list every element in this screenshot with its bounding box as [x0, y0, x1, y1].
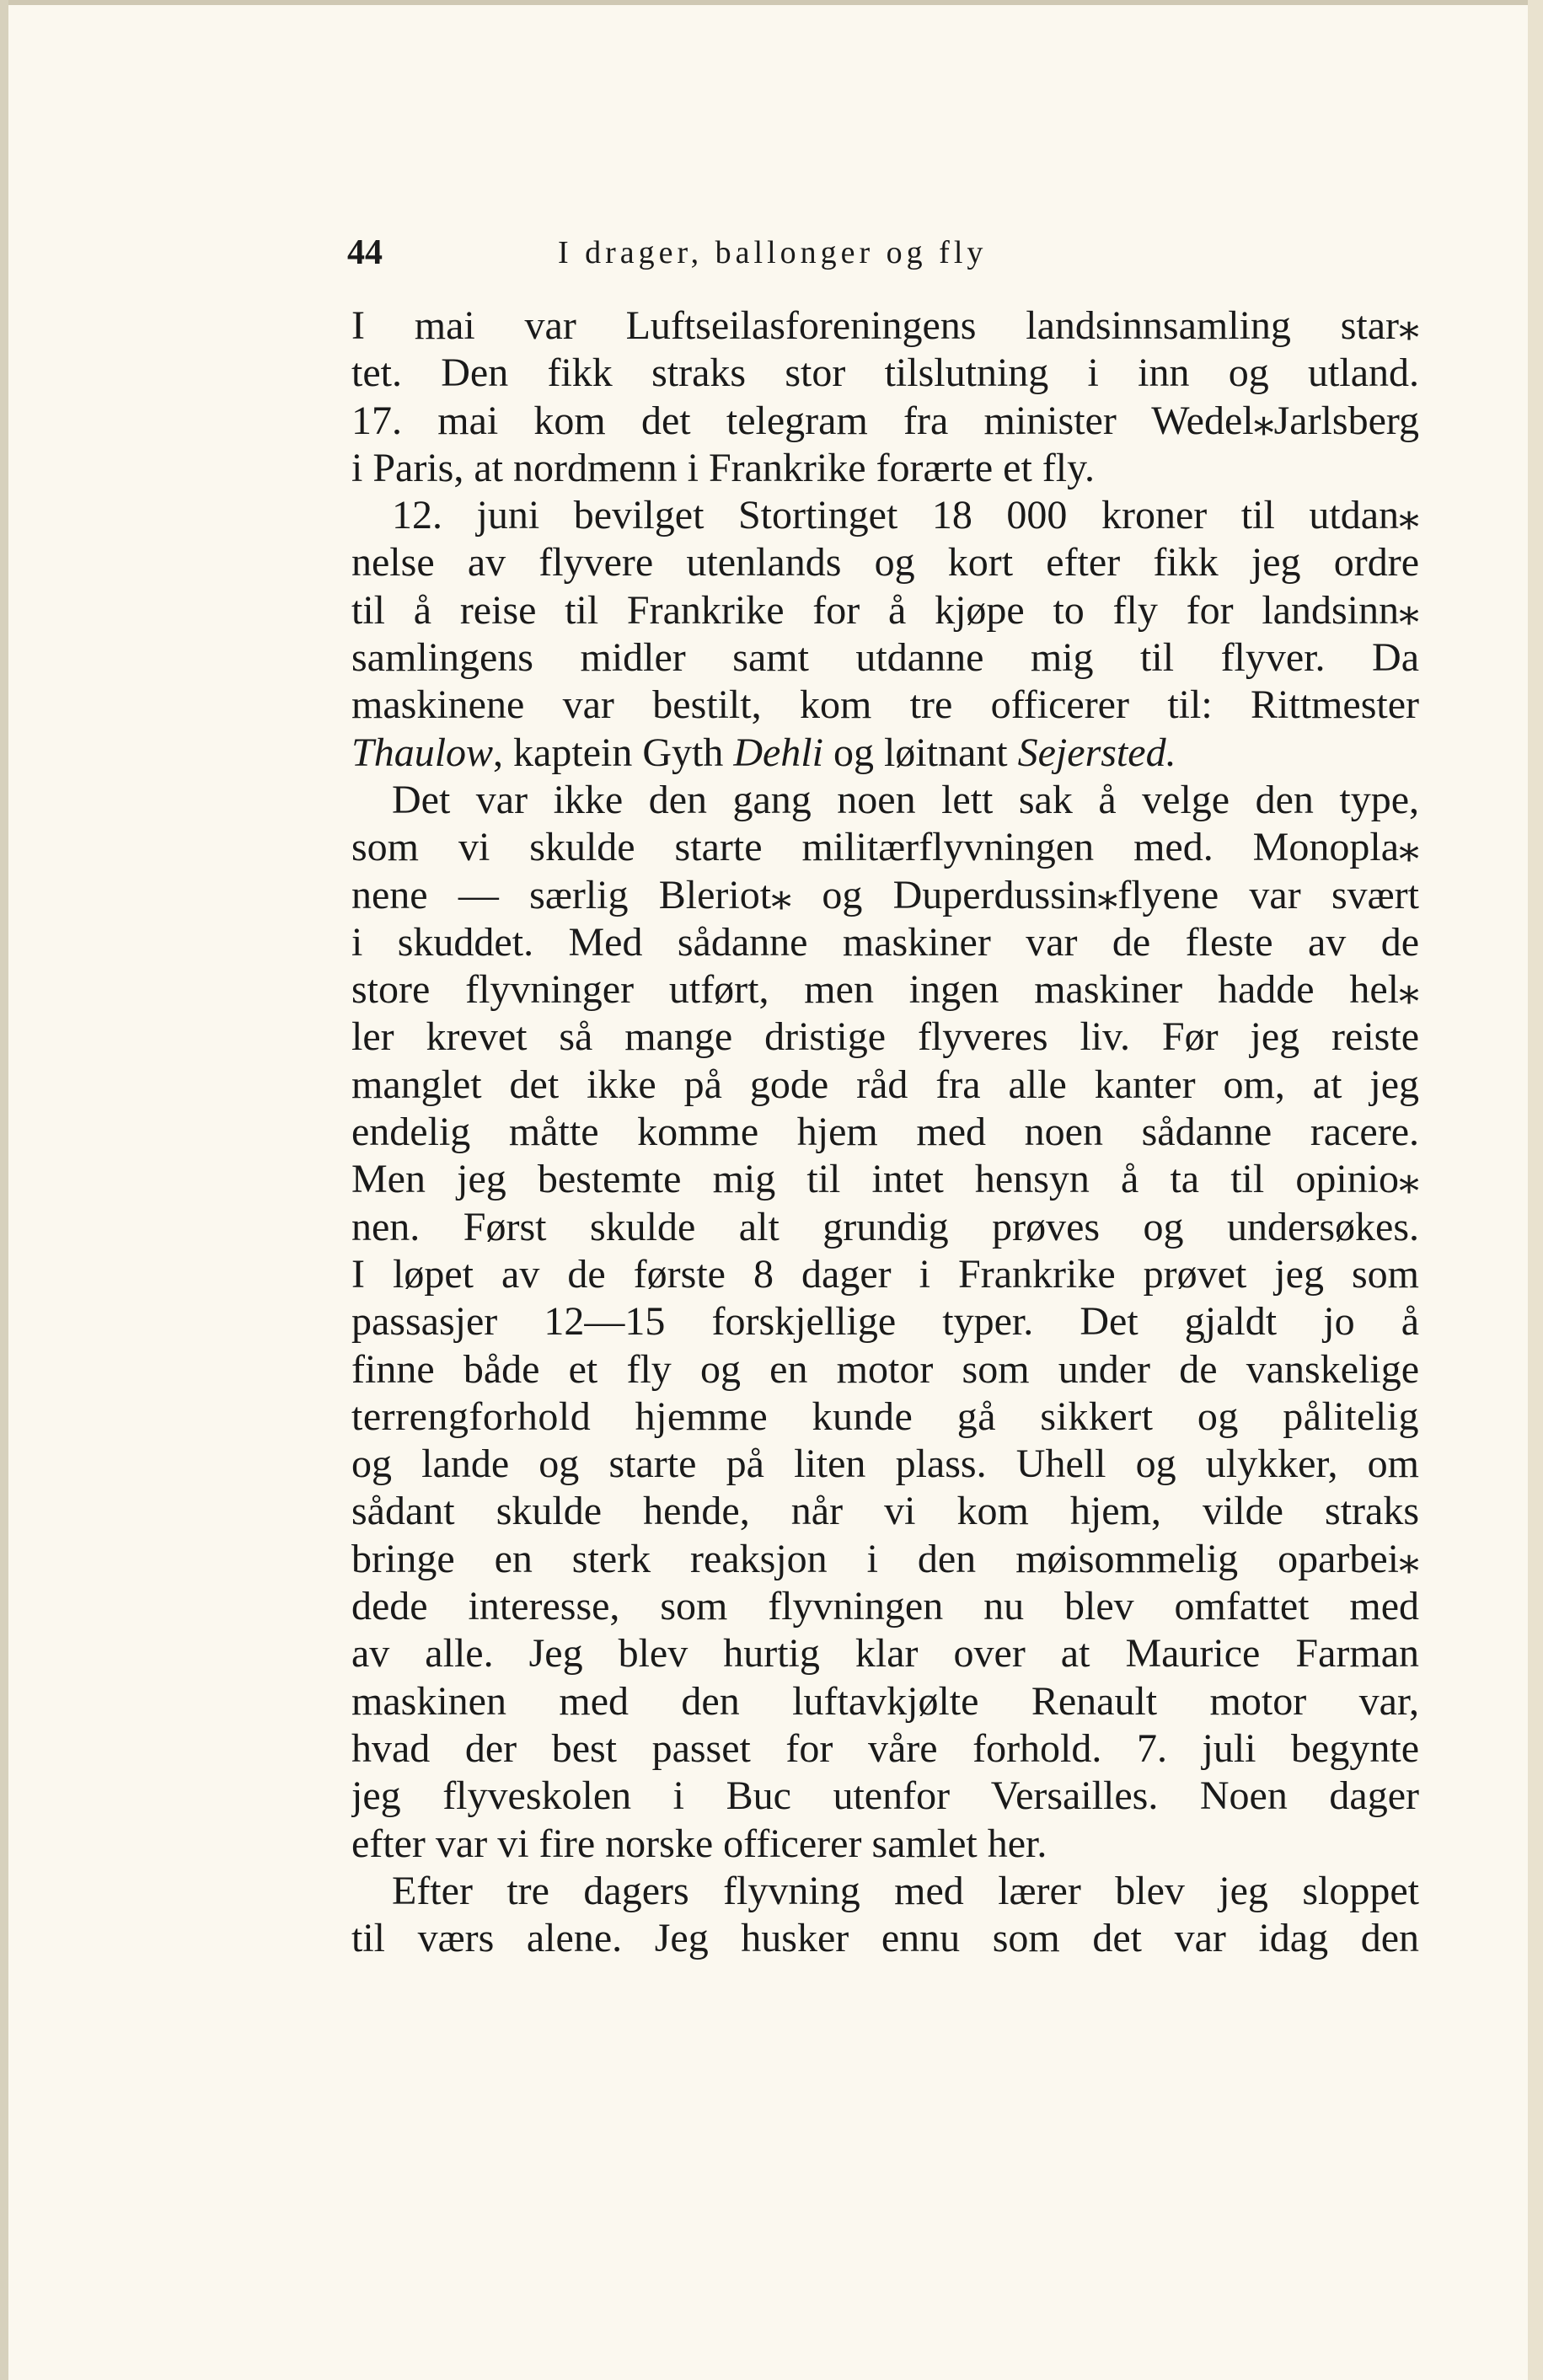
text-run: terrengforhold hjemme kunde gå sikkert og pålitelig: [351, 1393, 1419, 1439]
text-run: som vi skulde starte militærflyvningen med. Monopla⁎: [351, 825, 1419, 870]
text-line: [351, 1630, 1419, 1677]
text-run: nen. Først skulde alt grundig prøves og undersøkes.: [351, 1204, 1419, 1249]
text-line: [351, 966, 1419, 1014]
text-run: store flyvninger utført, men ingen maskiner hadde hel⁎: [351, 967, 1419, 1013]
text-run: manglet det ikke på gode råd fra alle kanter om, at jeg: [351, 1062, 1419, 1107]
text-line: [351, 730, 1419, 777]
text-run: maskinene var bestilt, kom tre officerer til: Rittmester: [351, 682, 1419, 728]
text-run: finne både et fly og en motor som under de vanskelige: [351, 1346, 1419, 1392]
text-run: og lande og starte på liten plass. Uhell og ulykker, om: [351, 1441, 1419, 1487]
text-run: efter var vi fire norske officerer samlet her.: [351, 1821, 1047, 1866]
text-run: Det var ikke den gang noen lett sak å velge den type,: [392, 777, 1419, 822]
text-run: til å reise til Frankrike for å kjøpe to fly for landsinn⁎: [351, 587, 1419, 633]
text-line: [351, 539, 1419, 586]
text-line: [351, 1346, 1419, 1393]
text-line: [351, 1583, 1419, 1630]
text-run: maskinen med den luftavkjølte Renault motor var,: [351, 1678, 1419, 1724]
italic-name: Dehli: [733, 730, 823, 775]
text-run: 17. mai kom det telegram fra minister Wedel⁎Jarlsberg: [351, 398, 1419, 443]
text-line: [351, 302, 1419, 350]
text-run: tet. Den fikk straks stor tilslutning i inn og utland.: [351, 350, 1419, 396]
text-run: I mai var Luftseilasforeningens landsinnsamling star⁎: [351, 303, 1419, 348]
running-head: [347, 227, 1417, 278]
page-number: 44: [347, 233, 383, 272]
text-line: [351, 1062, 1419, 1109]
page-top-edge: [0, 0, 1543, 5]
text-run: ler krevet så mange dristige flyveres liv. Før jeg reiste: [351, 1014, 1419, 1060]
text-run: nelse av flyvere utenlands og kort efter fikk jeg ordre: [351, 540, 1419, 586]
text-run: til værs alene. Jeg husker ennu som det var idag den: [351, 1916, 1419, 1961]
text-line: [351, 1014, 1419, 1061]
text-run: passasjer 12—15 forskjellige typer. Det gjaldt jo å: [351, 1299, 1419, 1345]
text-line: [351, 398, 1419, 445]
text-line: [351, 1156, 1419, 1203]
text-line: [351, 1298, 1419, 1345]
text-line: [351, 1393, 1419, 1441]
text-line: [351, 872, 1419, 919]
text-run: av alle. Jeg blev hurtig klar over at Maurice Farman: [351, 1631, 1419, 1677]
text-line: [351, 1678, 1419, 1725]
text-run: nene — særlig Bleriot⁎ og Duperdussin⁎flyene var svært: [351, 872, 1419, 917]
text-line: [351, 350, 1419, 397]
text-line: [351, 777, 1419, 824]
text-run: samlingens midler samt utdanne mig til flyver. Da: [351, 635, 1419, 681]
text-line: [351, 1109, 1419, 1156]
italic-name: Thaulow: [351, 730, 494, 775]
text-line: [351, 824, 1419, 871]
text-line: [351, 634, 1419, 682]
text-line: [351, 1773, 1419, 1820]
text-run: dede interesse, som flyvningen nu blev omfattet med: [351, 1584, 1419, 1629]
text-run: i Paris, at nordmenn i Frankrike forærte et fly.: [351, 445, 1095, 490]
text-run: endelig måtte komme hjem med noen sådanne racere.: [351, 1110, 1419, 1155]
page-right-edge: [1528, 0, 1543, 2380]
text-run: I løpet av de første 8 dager i Frankrike prøvet jeg som: [351, 1251, 1419, 1297]
italic-name: Sejersted.: [1017, 730, 1176, 775]
text-run: , kaptein Gyth: [493, 730, 734, 775]
text-run: jeg flyveskolen i Buc utenfor Versailles. Noen dager: [351, 1773, 1419, 1819]
text-line: [351, 919, 1419, 966]
text-line: [351, 1488, 1419, 1535]
text-line: [351, 445, 1419, 492]
text-run: hvad der best passet for våre forhold. 7. juli begynte: [351, 1725, 1419, 1771]
body-text: [351, 302, 1419, 1962]
text-run: og løitnant: [822, 730, 1018, 775]
text-line: [351, 1251, 1419, 1298]
running-title: I drager, ballonger og fly: [558, 235, 988, 270]
text-run: Efter tre dagers flyvning med lærer blev jeg sloppet: [392, 1868, 1419, 1913]
text-run: 12. juni bevilget Stortinget 18 000 kroner til utdan⁎: [392, 493, 1419, 538]
text-line: [351, 682, 1419, 729]
page-left-edge: [0, 0, 8, 2380]
text-line: [351, 1536, 1419, 1583]
text-line: [351, 1868, 1419, 1915]
text-line: [351, 1821, 1419, 1868]
text-line: [351, 1204, 1419, 1251]
text-line: [351, 1915, 1419, 1962]
text-run: i skuddet. Med sådanne maskiner var de fleste av de: [351, 919, 1419, 965]
text-line: [351, 587, 1419, 634]
text-run: Men jeg bestemte mig til intet hensyn å ta til opinio⁎: [351, 1157, 1419, 1202]
text-line: [351, 492, 1419, 539]
text-run: bringe en sterk reaksjon i den møisommelig oparbei⁎: [351, 1536, 1419, 1581]
text-run: sådant skulde hende, når vi kom hjem, vilde straks: [351, 1489, 1419, 1534]
text-line: [351, 1725, 1419, 1773]
text-line: [351, 1441, 1419, 1488]
